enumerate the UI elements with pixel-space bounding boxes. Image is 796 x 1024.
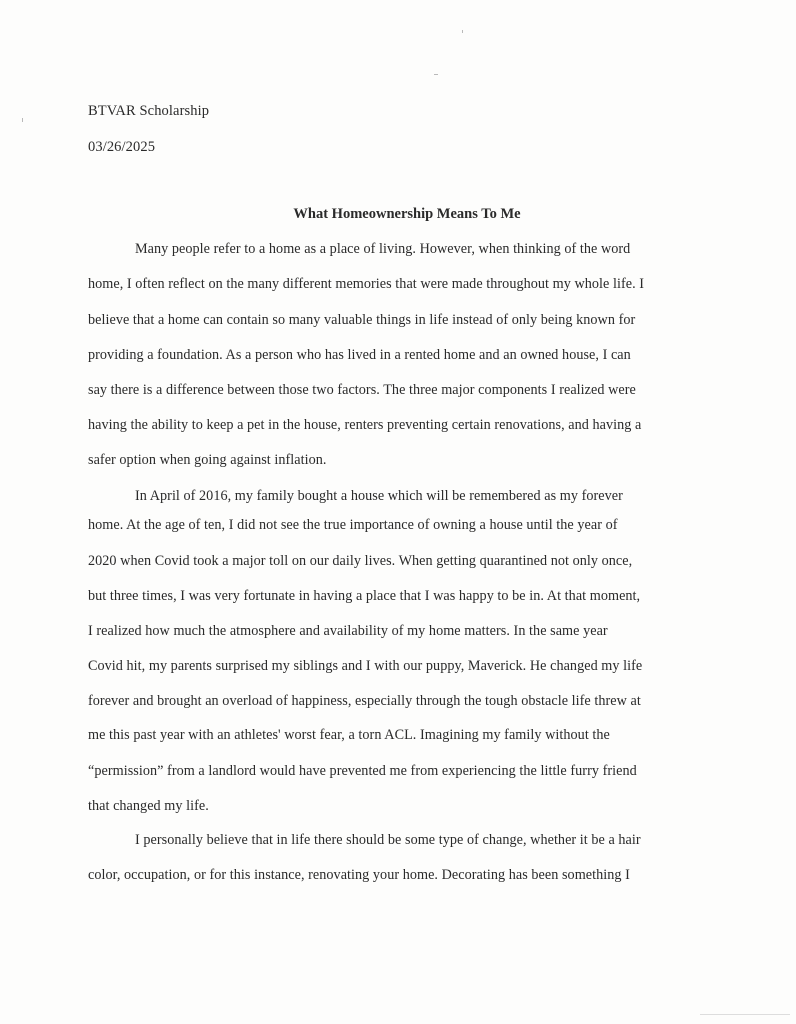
essay-line: say there is a difference between those two factors. The three major components I realized were — [88, 382, 636, 398]
essay-line: I realized how much the atmosphere and availability of my home matters. In the same year — [88, 623, 608, 639]
essay-line: me this past year with an athletes' worst fear, a torn ACL. Imagining my family without the — [88, 727, 610, 743]
scan-speck — [462, 30, 463, 33]
scan-speck — [22, 118, 23, 122]
essay-line: forever and brought an overload of happiness, especially through the tough obstacle life threw at — [88, 693, 641, 709]
essay-line: having the ability to keep a pet in the house, renters preventing certain renovations, and having a — [88, 417, 642, 433]
scan-speck — [700, 1014, 790, 1015]
essay-line: “permission” from a landlord would have prevented me from experiencing the little furry friend — [88, 763, 637, 779]
essay-title: What Homeownership Means To Me — [293, 206, 521, 222]
essay-date: 03/26/2025 — [88, 139, 156, 155]
essay-line: home, I often reflect on the many different memories that were made throughout my whole life. I — [88, 276, 645, 292]
scholarship-name: BTVAR Scholarship — [88, 103, 210, 119]
scan-speck — [434, 74, 438, 75]
essay-line: home. At the age of ten, I did not see the true importance of owning a house until the year of — [88, 517, 618, 533]
essay-line: 2020 when Covid took a major toll on our daily lives. When getting quarantined not only once, — [88, 553, 633, 569]
essay-line: safer option when going against inflation. — [88, 452, 327, 468]
essay-line: In April of 2016, my family bought a house which will be remembered as my forever — [135, 488, 623, 504]
essay-line: I personally believe that in life there should be some type of change, whether it be a hair — [135, 832, 641, 848]
essay-line: color, occupation, or for this instance, renovating your home. Decorating has been something I — [88, 867, 630, 883]
essay-line: that changed my life. — [88, 798, 209, 814]
essay-line: believe that a home can contain so many valuable things in life instead of only being known for — [88, 312, 636, 328]
essay-line: but three times, I was very fortunate in having a place that I was happy to be in. At that moment, — [88, 588, 641, 604]
essay-line: Covid hit, my parents surprised my siblings and I with our puppy, Maverick. He changed my life — [88, 658, 643, 674]
essay-line: Many people refer to a home as a place of living. However, when thinking of the word — [135, 241, 631, 257]
essay-line: providing a foundation. As a person who has lived in a rented home and an owned house, I can — [88, 347, 631, 363]
